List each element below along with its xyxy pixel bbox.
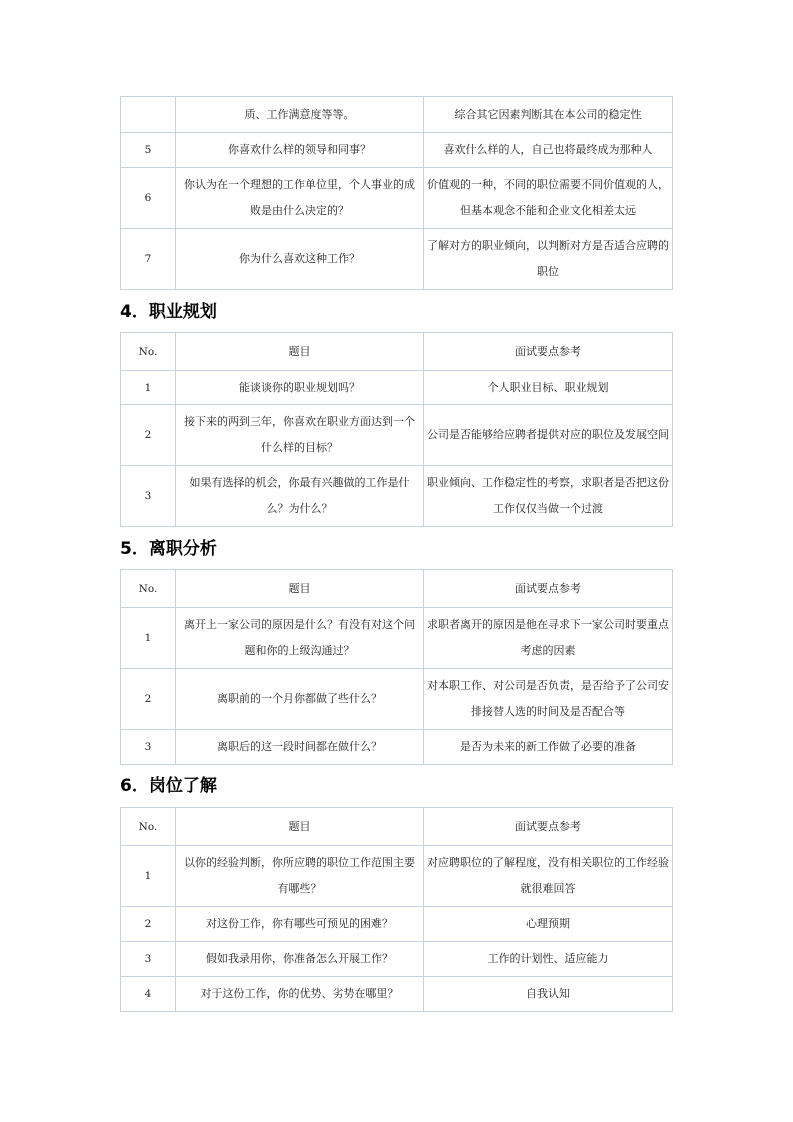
header-reference: 面试要点参考 — [424, 808, 673, 846]
table-header-row — [121, 570, 673, 608]
reference-cell: 职业倾向、工作稳定性的考察，求职者是否把这份工作仅仅当做一个过渡 — [424, 466, 673, 527]
header-no: No. — [121, 333, 176, 371]
table-row — [121, 608, 673, 669]
interview-table-career-planning — [120, 332, 673, 527]
row-number: 1 — [121, 608, 176, 669]
row-number: 2 — [121, 907, 176, 942]
table-row — [121, 229, 673, 290]
table-row — [121, 168, 673, 229]
table-header-row — [121, 808, 673, 846]
reference-cell: 心理预期 — [424, 907, 673, 942]
question-cell: 能谈谈你的职业规划吗？ — [176, 371, 424, 405]
row-number: 4 — [121, 977, 176, 1012]
section-title-resignation-analysis: 5．离职分析 — [120, 539, 217, 559]
table-row — [121, 942, 673, 977]
question-cell: 如果有选择的机会，你最有兴趣做的工作是什么？为什么？ — [176, 466, 424, 527]
interview-table-resignation-analysis — [120, 569, 673, 765]
header-reference: 面试要点参考 — [424, 570, 673, 608]
question-cell: 你为什么喜欢这种工作？ — [176, 229, 424, 290]
question-cell: 离职后的这一段时间都在做什么？ — [176, 730, 424, 765]
question-cell: 质、工作满意度等等。 — [176, 97, 424, 133]
section-title-position-understanding: 6．岗位了解 — [120, 776, 217, 796]
table-row — [121, 977, 673, 1012]
row-number: 5 — [121, 133, 176, 168]
question-cell: 你喜欢什么样的领导和同事？ — [176, 133, 424, 168]
table-row — [121, 97, 673, 133]
row-number: 1 — [121, 371, 176, 405]
reference-cell: 价值观的一种，不同的职位需要不同价值观的人，但基本观念不能和企业文化相差太远 — [424, 168, 673, 229]
interview-table-position-understanding — [120, 807, 673, 1012]
table-row — [121, 133, 673, 168]
header-reference: 面试要点参考 — [424, 333, 673, 371]
table-header-row — [121, 333, 673, 371]
table-row — [121, 907, 673, 942]
header-question: 题目 — [176, 333, 424, 371]
reference-cell: 工作的计划性、适应能力 — [424, 942, 673, 977]
question-cell: 接下来的两到三年，你喜欢在职业方面达到一个什么样的目标？ — [176, 405, 424, 466]
row-number — [121, 97, 176, 133]
question-cell: 以你的经验判断，你所应聘的职位工作范围主要有哪些？ — [176, 846, 424, 907]
question-cell: 假如我录用你，你准备怎么开展工作？ — [176, 942, 424, 977]
interview-table-continued — [120, 96, 673, 290]
question-cell: 离职前的一个月你都做了些什么？ — [176, 669, 424, 730]
reference-cell: 综合其它因素判断其在本公司的稳定性 — [424, 97, 673, 133]
table-row — [121, 405, 673, 466]
table-row — [121, 669, 673, 730]
question-cell: 离开上一家公司的原因是什么？有没有对这个问题和你的上级沟通过？ — [176, 608, 424, 669]
reference-cell: 个人职业目标、职业规划 — [424, 371, 673, 405]
row-number: 7 — [121, 229, 176, 290]
reference-cell: 了解对方的职业倾向，以判断对方是否适合应聘的职位 — [424, 229, 673, 290]
header-no: No. — [121, 808, 176, 846]
row-number: 3 — [121, 942, 176, 977]
row-number: 3 — [121, 466, 176, 527]
row-number: 2 — [121, 669, 176, 730]
row-number: 3 — [121, 730, 176, 765]
table-row — [121, 846, 673, 907]
question-cell: 你认为在一个理想的工作单位里，个人事业的成败是由什么决定的？ — [176, 168, 424, 229]
reference-cell: 求职者离开的原因是他在寻求下一家公司时要重点考虑的因素 — [424, 608, 673, 669]
question-cell: 对于这份工作，你的优势、劣势在哪里？ — [176, 977, 424, 1012]
table-row — [121, 466, 673, 527]
reference-cell: 是否为未来的新工作做了必要的准备 — [424, 730, 673, 765]
reference-cell: 公司是否能够给应聘者提供对应的职位及发展空间 — [424, 405, 673, 466]
question-cell: 对这份工作，你有哪些可预见的困难？ — [176, 907, 424, 942]
reference-cell: 自我认知 — [424, 977, 673, 1012]
reference-cell: 对本职工作、对公司是否负责，是否给予了公司安排接替人选的时间及是否配合等 — [424, 669, 673, 730]
header-question: 题目 — [176, 570, 424, 608]
table-row — [121, 730, 673, 765]
reference-cell: 对应聘职位的了解程度，没有相关职位的工作经验就很难回答 — [424, 846, 673, 907]
row-number: 6 — [121, 168, 176, 229]
row-number: 2 — [121, 405, 176, 466]
header-question: 题目 — [176, 808, 424, 846]
reference-cell: 喜欢什么样的人，自己也将最终成为那种人 — [424, 133, 673, 168]
section-title-career-planning: 4．职业规划 — [120, 302, 217, 322]
header-no: No. — [121, 570, 176, 608]
row-number: 1 — [121, 846, 176, 907]
table-row — [121, 371, 673, 405]
